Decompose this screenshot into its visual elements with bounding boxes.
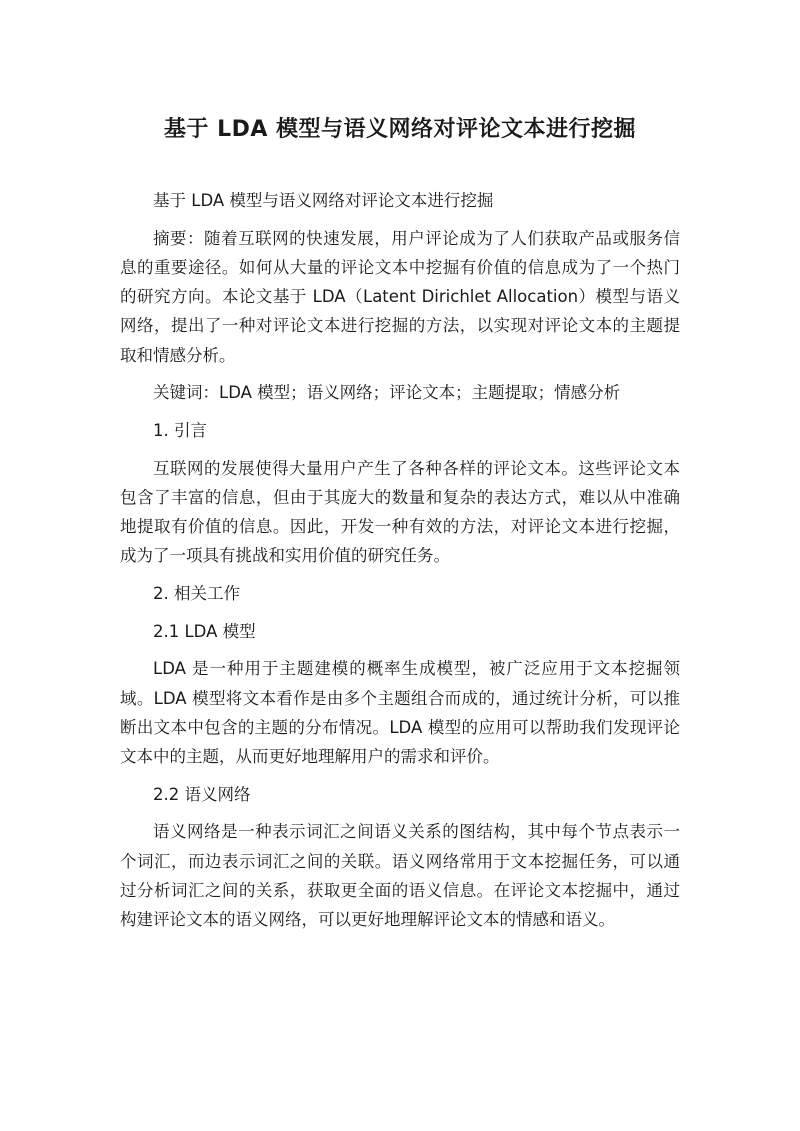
keywords-paragraph: 关键词：LDA 模型；语义网络；评论文本；主题提取；情感分析 — [153, 383, 621, 403]
introduction-paragraph: 互联网的发展使得大量用户产生了各种各样的评论文本。这些评论文本包含了丰富的信息，但由于其庞大的数量和复杂的表达方式，难以从中准确地提取有价值的信息。因此，开发一种有效的方法，对评论文本进行挖掘，成为了一项具有挑战和实用价值的研究任务。 — [120, 458, 680, 566]
section-heading-related-work: 2. 相关工作 — [153, 583, 240, 603]
subsection-heading-semantic-network: 2.2 语义网络 — [153, 784, 251, 804]
lda-paragraph: LDA 是一种用于主题建模的概率生成模型，被广泛应用于文本挖掘领域。LDA 模型将文本看作是由多个主题组合而成的，通过统计分析，可以推断出文本中包含的主题的分布情况。LDA 模型的应用可以帮助我们发现评论文本中的主题，从而更好地理解用户的需求和评价。 — [120, 659, 680, 766]
subtitle-paragraph: 基于 LDA 模型与语义网络对评论文本进行挖掘 — [153, 191, 494, 210]
section-heading-introduction: 1. 引言 — [153, 420, 207, 440]
subsection-heading-lda: 2.1 LDA 模型 — [153, 621, 256, 641]
document-title: 基于 LDA 模型与语义网络对评论文本进行挖掘 — [163, 117, 637, 142]
document-body — [120, 186, 680, 943]
abstract-paragraph: 摘要：随着互联网的快速发展，用户评论成为了人们获取产品或服务信息的重要途径。如何从大量的评论文本中挖掘有价值的信息成为了一个热门的研究方向。本论文基于 LDA（Latent Dirichlet Allocation）模型与语义网络，提出了一种对评论文本进行挖掘的方法，以实现对评论文本的主题提取和情感分析。 — [120, 228, 680, 365]
semantic-network-paragraph: 语义网络是一种表示词汇之间语义关系的图结构，其中每个节点表示一个词汇，而边表示词汇之间的关联。语义网络常用于文本挖掘任务，可以通过分析词汇之间的关系，获取更全面的语义信息。在评论文本挖掘中，通过构建评论文本的语义网络，可以更好地理解评论文本的情感和语义。 — [120, 822, 680, 929]
